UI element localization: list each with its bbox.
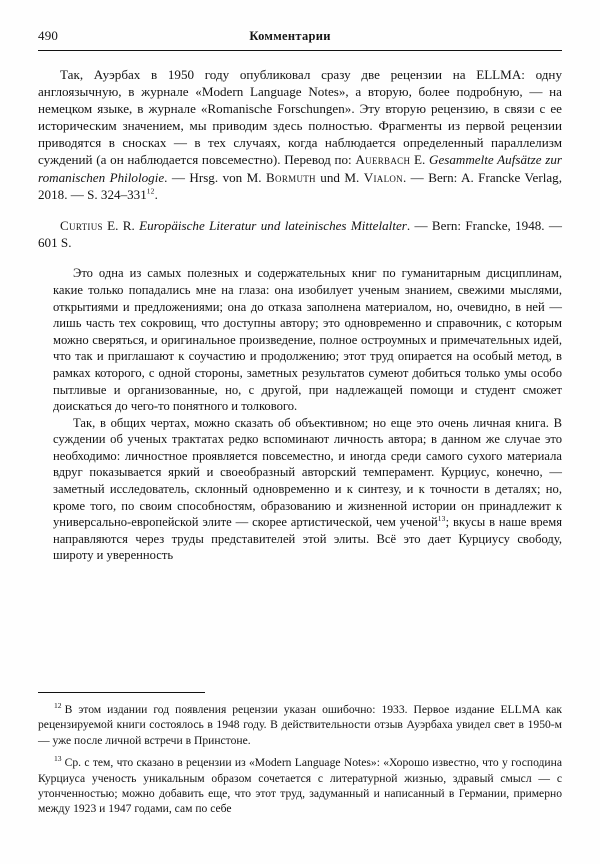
editor-bormuth: Bormuth [266, 169, 316, 185]
spacer [38, 251, 562, 265]
running-head [38, 28, 562, 44]
quote-paragraph-1: Это одна из самых полезных и содержательных книг по гуманитарным дисциплинам, какие только попадались мне на глаза: она изобилует ученым знанием, свежими мыслями, открытиями и предложениями; она до отказа заполнена материалом, но, очевидно, в ней — лишь часть тех сокровищ, что доступны автору; это одновременно и справочник, с которым можно сверяться, и оригинальное произведение, полное остроумных и примечательных идей, что так и приглашают к соучастию и продолжению; этот труд опирается на особый метод, в рамках которого, с одной стороны, заметных результатов сумеют добиться только умы особо пытливые и организованные, но, с другой, при надлежащей помощи и студент сможет доискаться до чего-то понятного и толкового. [53, 266, 562, 414]
footnote-12-marker: 12 [54, 701, 62, 711]
footnote-13-text: Ср. с тем, что сказано в рецензии из «Modern Language Notes»: «Хорошо известно, что у господина Курциуса ученость уникальным образом сочетается с литературной жизнью, здравый смысл — с утонченностью; можно добавить еще, что этот труд, задуманный и написанный в Германии, примерно между 1923 и 1947 годами, сам по себе [38, 756, 562, 816]
curtius-work-title: Europäische Literatur und lateinisches Mittelalter [139, 217, 407, 233]
quote-paragraph-2 [53, 415, 562, 564]
footnote-13 [38, 755, 562, 817]
block-quote [53, 265, 562, 564]
editor-separator: und M. [315, 169, 364, 185]
text-block [38, 66, 562, 564]
citation-imprint-tail: . — Bern: A. Francke Verlag, 2018. — S. 324–331 [38, 169, 562, 202]
footnote-12 [38, 702, 562, 748]
cited-author-curtius: Curtius [60, 217, 103, 233]
curtius-initials: E. R. [102, 217, 140, 233]
footnotes-area [38, 702, 562, 817]
footnote-ref-13[interactable]: 13 [437, 514, 446, 524]
cited-work-after: . — Hrsg. von M. [164, 169, 266, 185]
running-head-title: Комментарии [249, 29, 331, 43]
spacer [38, 748, 562, 755]
cited-author-auerbach: Auerbach [355, 152, 411, 168]
footnote-12-text: В этом издании год появления рецензии указан ошибочно: 1933. Первое издание ELLMA как рецензируемой книги состоялось в 1948 году. В действительности отзыв Ауэрбаха увидел свет в 1950-м — уже после личной встречи в Принстоне. [38, 703, 562, 747]
paragraph-intro-lead: Так, Ауэрбах в 1950 году опубликовал сразу две рецензии на ELLMA: одну англоязычную, в журнале «Modern Language Notes», а вторую, более подробную, — на немецком языке, в журнале «Romanische Forschungen». Эту вторую рецензию, в связи с ее историческим значением, мы приводим здесь полностью. Фрагменты из первой рецензии приводятся в сносках — в тех случаях, когда наблюдается определенный параллелизм суждений (а он наблюдается повсеместно). Перевод по: [38, 67, 562, 168]
citation-final-period: . [154, 186, 158, 202]
footnote-13-marker: 13 [54, 754, 62, 764]
cited-work-title: Gesammelte Aufsätze zur romanischen Philologie [38, 152, 562, 185]
spacer [38, 203, 562, 217]
footnote-separator-rule [38, 692, 205, 693]
bibliographic-citation [38, 217, 562, 252]
editor-vialon: Vialon [363, 169, 403, 185]
header-rule [38, 50, 562, 51]
paragraph-intro [38, 66, 562, 203]
quote-paragraph-2-tail: ; вкусы в наше время направляются через труды представителей этой элиты. Всё это дает Курциусу свободу, широту и уверенность [53, 515, 562, 563]
curtius-imprint: . — Bern: Francke, 1948. — 601 S. [38, 217, 562, 251]
cited-author-initials: E. [410, 152, 429, 168]
quote-paragraph-2-lead: Так, в общих чертах, можно сказать об объективном; но еще это очень личная книга. В суждении об ученых трактатах редко вспоминают личность автора; в данном же случае это необходимо: личностное проявляется повсеместно, и иногда среди самого сухого материала вдруг показывается яркий и своеобразный авторский темперамент. Курциус, конечно, — заметный исследователь, склонный одновременно и к синтезу, и к точности в деталях; но, кроме того, по своим способностям, образованию и жизненной истории он принадлежит к универсально-европейской элите — скорее артистической, чем ученой [53, 415, 562, 530]
footnote-ref-12[interactable]: 12 [146, 186, 155, 196]
page-number: 490 [38, 28, 59, 43]
